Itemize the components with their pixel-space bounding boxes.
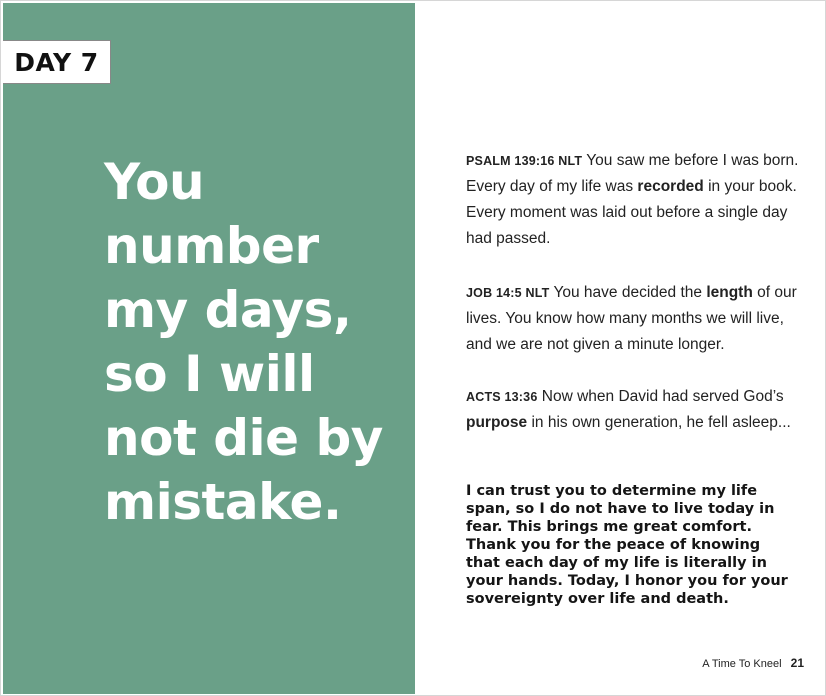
headline-line: so I will [104, 345, 315, 403]
headline-line: number [104, 217, 319, 275]
verse-reference: JOB 14:5 NLT [466, 286, 550, 300]
verse-text: You have decided the [549, 284, 707, 301]
prayer-text: I can trust you to determine my life span, so I do not have to live today in fear. This brings me great comfort. Thank you for the peace of knowing that each day of my life is literally in your hands. Today, I honor you for your sovereignty over life and death. [466, 483, 788, 607]
verse-job [466, 280, 806, 358]
verse-reference: ACTS 13:36 [466, 390, 538, 404]
book-title: A Time To Kneel [702, 658, 782, 670]
verse-psalm [466, 148, 806, 252]
headline-line: You [104, 153, 205, 211]
verse-reference: PSALM 139:16 NLT [466, 154, 583, 168]
page-footer [702, 656, 804, 670]
headline-line: mistake. [104, 473, 342, 531]
verse-emphasis: recorded [637, 178, 704, 195]
page-number: 21 [790, 656, 804, 670]
verse-text: You saw me before I was born. Every day of my life was [466, 152, 799, 195]
day-label: DAY 7 [3, 40, 111, 84]
verse-text: Now when David had served God’s [537, 388, 784, 405]
verse-text: of our lives. You know how many months we will live, and we are not given a minute longer. [466, 284, 797, 353]
headline [104, 150, 404, 534]
verse-acts [466, 384, 806, 436]
headline-line: my days, [104, 281, 352, 339]
verse-emphasis: length [706, 284, 753, 301]
verse-text: in his own generation, he fell asleep... [527, 414, 791, 431]
scripture-list [466, 148, 806, 462]
verse-emphasis: purpose [466, 414, 528, 431]
headline-line: not die by [104, 409, 383, 467]
verse-text: in your book. Every moment was laid out before a single day had passed. [466, 178, 797, 247]
